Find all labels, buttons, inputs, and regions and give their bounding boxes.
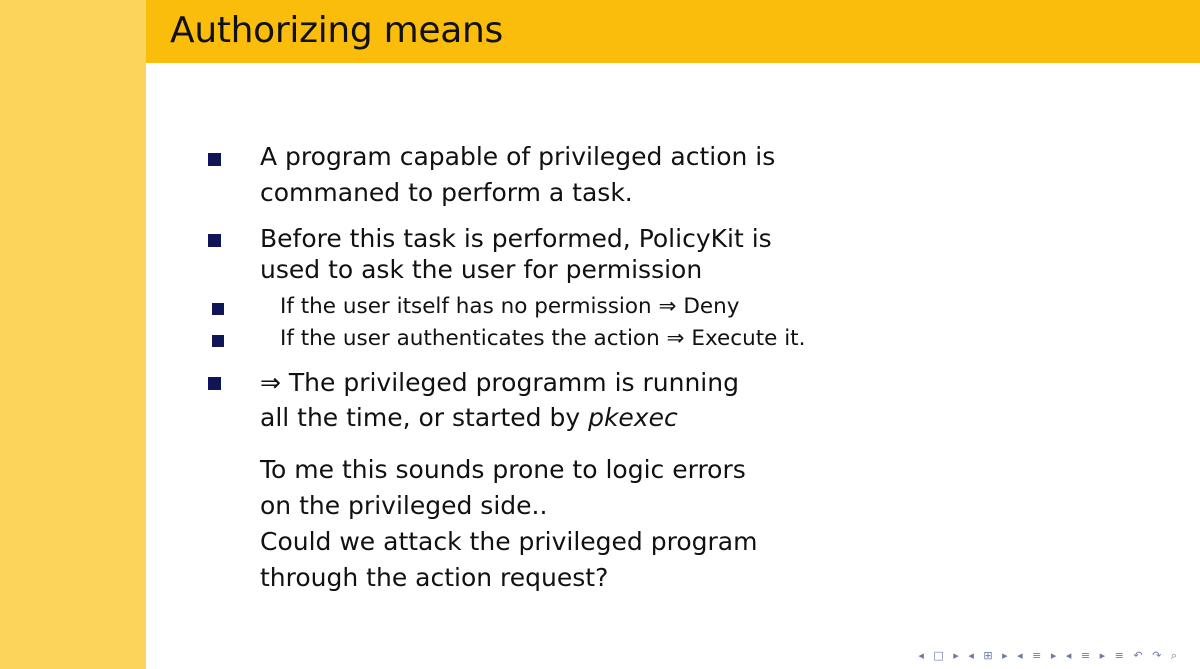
bullet-3-line-2 — [260, 401, 678, 435]
nav-section-icon[interactable]: ≡ — [1080, 649, 1092, 662]
nav-prev-section-arrow-icon[interactable]: ◂ — [1065, 649, 1073, 662]
square-bullet-icon — [208, 234, 221, 247]
nav-search-icon[interactable]: ⌕ — [1170, 649, 1178, 662]
square-bullet-icon — [212, 303, 224, 315]
nav-forward-icon[interactable]: ↷ — [1152, 649, 1163, 662]
sub-bullet-1-text: If the user itself has no permission ⇒ Deny — [280, 294, 740, 319]
nav-frame-icon[interactable]: ⊞ — [983, 649, 994, 662]
nav-back-icon[interactable]: ↶ — [1133, 649, 1144, 662]
paragraph-line-1: To me this sounds prone to logic errors — [260, 455, 746, 484]
paragraph-line-4: through the action request? — [260, 563, 609, 592]
nav-next-subsection-arrow-icon[interactable]: ▸ — [1050, 649, 1058, 662]
paragraph-line-2: on the privileged side.. — [260, 491, 548, 520]
nav-toc-icon[interactable]: ≡ — [1114, 649, 1125, 662]
nav-prev-subsection-arrow-icon[interactable]: ◂ — [1017, 649, 1024, 662]
nav-next-frame-arrow-icon[interactable]: ▸ — [1002, 649, 1009, 662]
square-bullet-icon — [208, 377, 221, 390]
nav-prev-slide-arrow-icon[interactable]: ◂ — [918, 649, 925, 662]
sub-bullet-2-text: If the user authenticates the action ⇒ Execute it. — [280, 326, 806, 351]
bullet-3-line-2-prefix: all the time, or started by — [260, 403, 589, 432]
pkexec-emphasis: pkexec — [588, 403, 678, 432]
bullet-2-line-1: Before this task is performed, PolicyKit is — [260, 224, 772, 253]
nav-subsection-icon[interactable]: ≡ — [1032, 649, 1043, 662]
beamer-navigation-bar — [916, 649, 1180, 663]
bullet-1-line-1: A program capable of privileged action is — [260, 142, 776, 171]
square-bullet-icon — [208, 153, 221, 166]
title-bar — [146, 0, 1200, 63]
bullet-2-line-2: used to ask the user for permission — [260, 255, 703, 284]
nav-slide-icon[interactable]: □ — [933, 649, 945, 662]
nav-prev-frame-arrow-icon[interactable]: ◂ — [968, 649, 975, 662]
nav-next-section-arrow-icon[interactable]: ▸ — [1099, 649, 1107, 662]
sidebar-strip — [0, 0, 146, 669]
paragraph-line-3: Could we attack the privileged program — [260, 527, 758, 556]
square-bullet-icon — [212, 335, 224, 347]
slide-title: Authorizing means — [170, 10, 503, 51]
nav-next-slide-arrow-icon[interactable]: ▸ — [953, 649, 960, 662]
bullet-3-line-1: ⇒ The privileged programm is running — [260, 368, 739, 397]
bullet-1-line-2: commaned to perform a task. — [260, 178, 633, 207]
